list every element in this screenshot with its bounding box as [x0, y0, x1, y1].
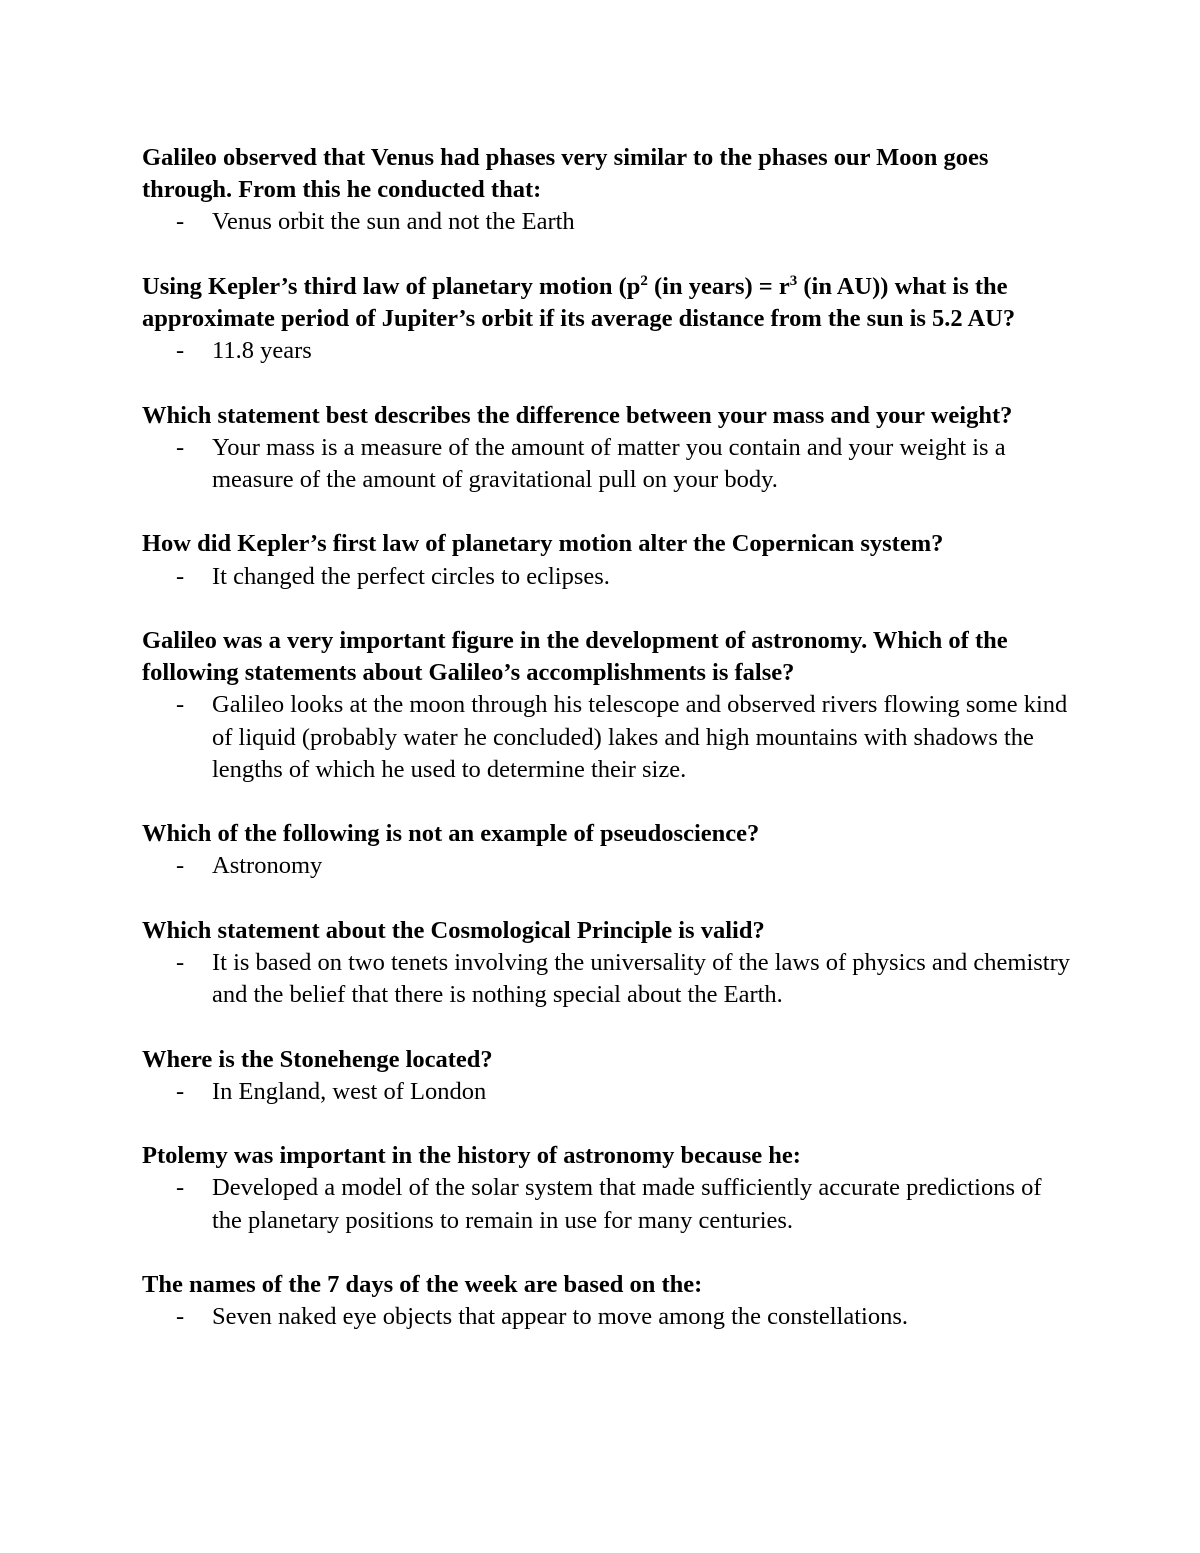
document-page: [142, 142, 1072, 1366]
bullet-dash: -: [176, 1174, 185, 1202]
bullet-dash: -: [176, 1077, 185, 1105]
question-text: Galileo observed that Venus had phases very similar to the phases our Moon goes through. From this he conducted that:: [142, 144, 989, 204]
superscript: 2: [640, 272, 648, 289]
bullet-dash: -: [176, 1303, 185, 1331]
answer-item: [142, 689, 1072, 786]
question-text-part: Using Kepler’s third law of planetary motion (p: [142, 272, 641, 300]
qa-item: [142, 915, 1072, 1012]
question-text: How did Kepler’s first law of planetary motion alter the Copernican system?: [142, 530, 944, 558]
answer-text: 11.8 years: [212, 337, 312, 365]
answer-item: [142, 432, 1072, 496]
question-text: Where is the Stonehenge located?: [142, 1045, 493, 1073]
answer-text: Galileo looks at the moon through his telescope and observed rivers flowing some kind of liquid (probably water he concluded) lakes and high mountains with shadows the lengths of which he used to determine their size.: [212, 691, 1068, 783]
answer-item: [142, 850, 1072, 882]
answer-item: [142, 1172, 1072, 1236]
qa-item: [142, 1140, 1072, 1237]
qa-item: [142, 625, 1072, 786]
question-text: The names of the 7 days of the week are based on the:: [142, 1270, 703, 1298]
question-text: Which of the following is not an example of pseudoscience?: [142, 820, 760, 848]
question-text-part: (in AU)) what is the approximate period of Jupiter’s orbit if its average distance from the sun is 5.2 AU?: [142, 272, 1016, 332]
bullet-dash: -: [176, 948, 185, 976]
answer-item: [142, 947, 1072, 1011]
answer-item: [142, 335, 1072, 367]
bullet-dash: -: [176, 433, 185, 461]
answer-text: Venus orbit the sun and not the Earth: [212, 208, 575, 236]
bullet-dash: -: [176, 562, 185, 590]
answer-text: In England, west of London: [212, 1077, 487, 1105]
answer-text: Your mass is a measure of the amount of matter you contain and your weight is a measure of the amount of gravitational pull on your body.: [212, 433, 1006, 493]
answer-text: Seven naked eye objects that appear to move among the constellations.: [212, 1303, 908, 1331]
qa-item: [142, 400, 1072, 497]
question-text: Which statement best describes the difference between your mass and your weight?: [142, 401, 1013, 429]
qa-item: [142, 271, 1072, 368]
question-text: [142, 271, 1072, 335]
qa-item: [142, 528, 1072, 592]
question-text: Galileo was a very important figure in the development of astronomy. Which of the following statements about Galileo’s accomplishments is false?: [142, 626, 1008, 687]
qa-item: [142, 1044, 1072, 1108]
answer-text: Astronomy: [212, 852, 323, 880]
bullet-dash: -: [176, 337, 185, 365]
bullet-dash: -: [176, 208, 185, 236]
qa-item: [142, 142, 1072, 239]
superscript: 3: [789, 272, 798, 289]
qa-item: [142, 818, 1072, 882]
answer-item: [142, 1301, 1072, 1333]
answer-item: [142, 1076, 1072, 1108]
bullet-dash: -: [176, 852, 185, 880]
question-text: Which statement about the Cosmological Principle is valid?: [142, 916, 765, 944]
answer-text: It changed the perfect circles to eclipses.: [212, 562, 610, 590]
bullet-dash: -: [176, 691, 185, 719]
answer-item: [142, 206, 1072, 238]
answer-text: It is based on two tenets involving the universality of the laws of physics and chemistry and the belief that there is nothing special about the Earth.: [212, 948, 1071, 1009]
answer-item: [142, 561, 1072, 593]
question-text-part: (in years) = r: [647, 272, 790, 300]
answer-text: Developed a model of the solar system that made sufficiently accurate predictions of the planetary positions to remain in use for many centuries.: [212, 1174, 1042, 1234]
qa-item: [142, 1269, 1072, 1333]
question-text: Ptolemy was important in the history of astronomy because he:: [142, 1142, 801, 1170]
